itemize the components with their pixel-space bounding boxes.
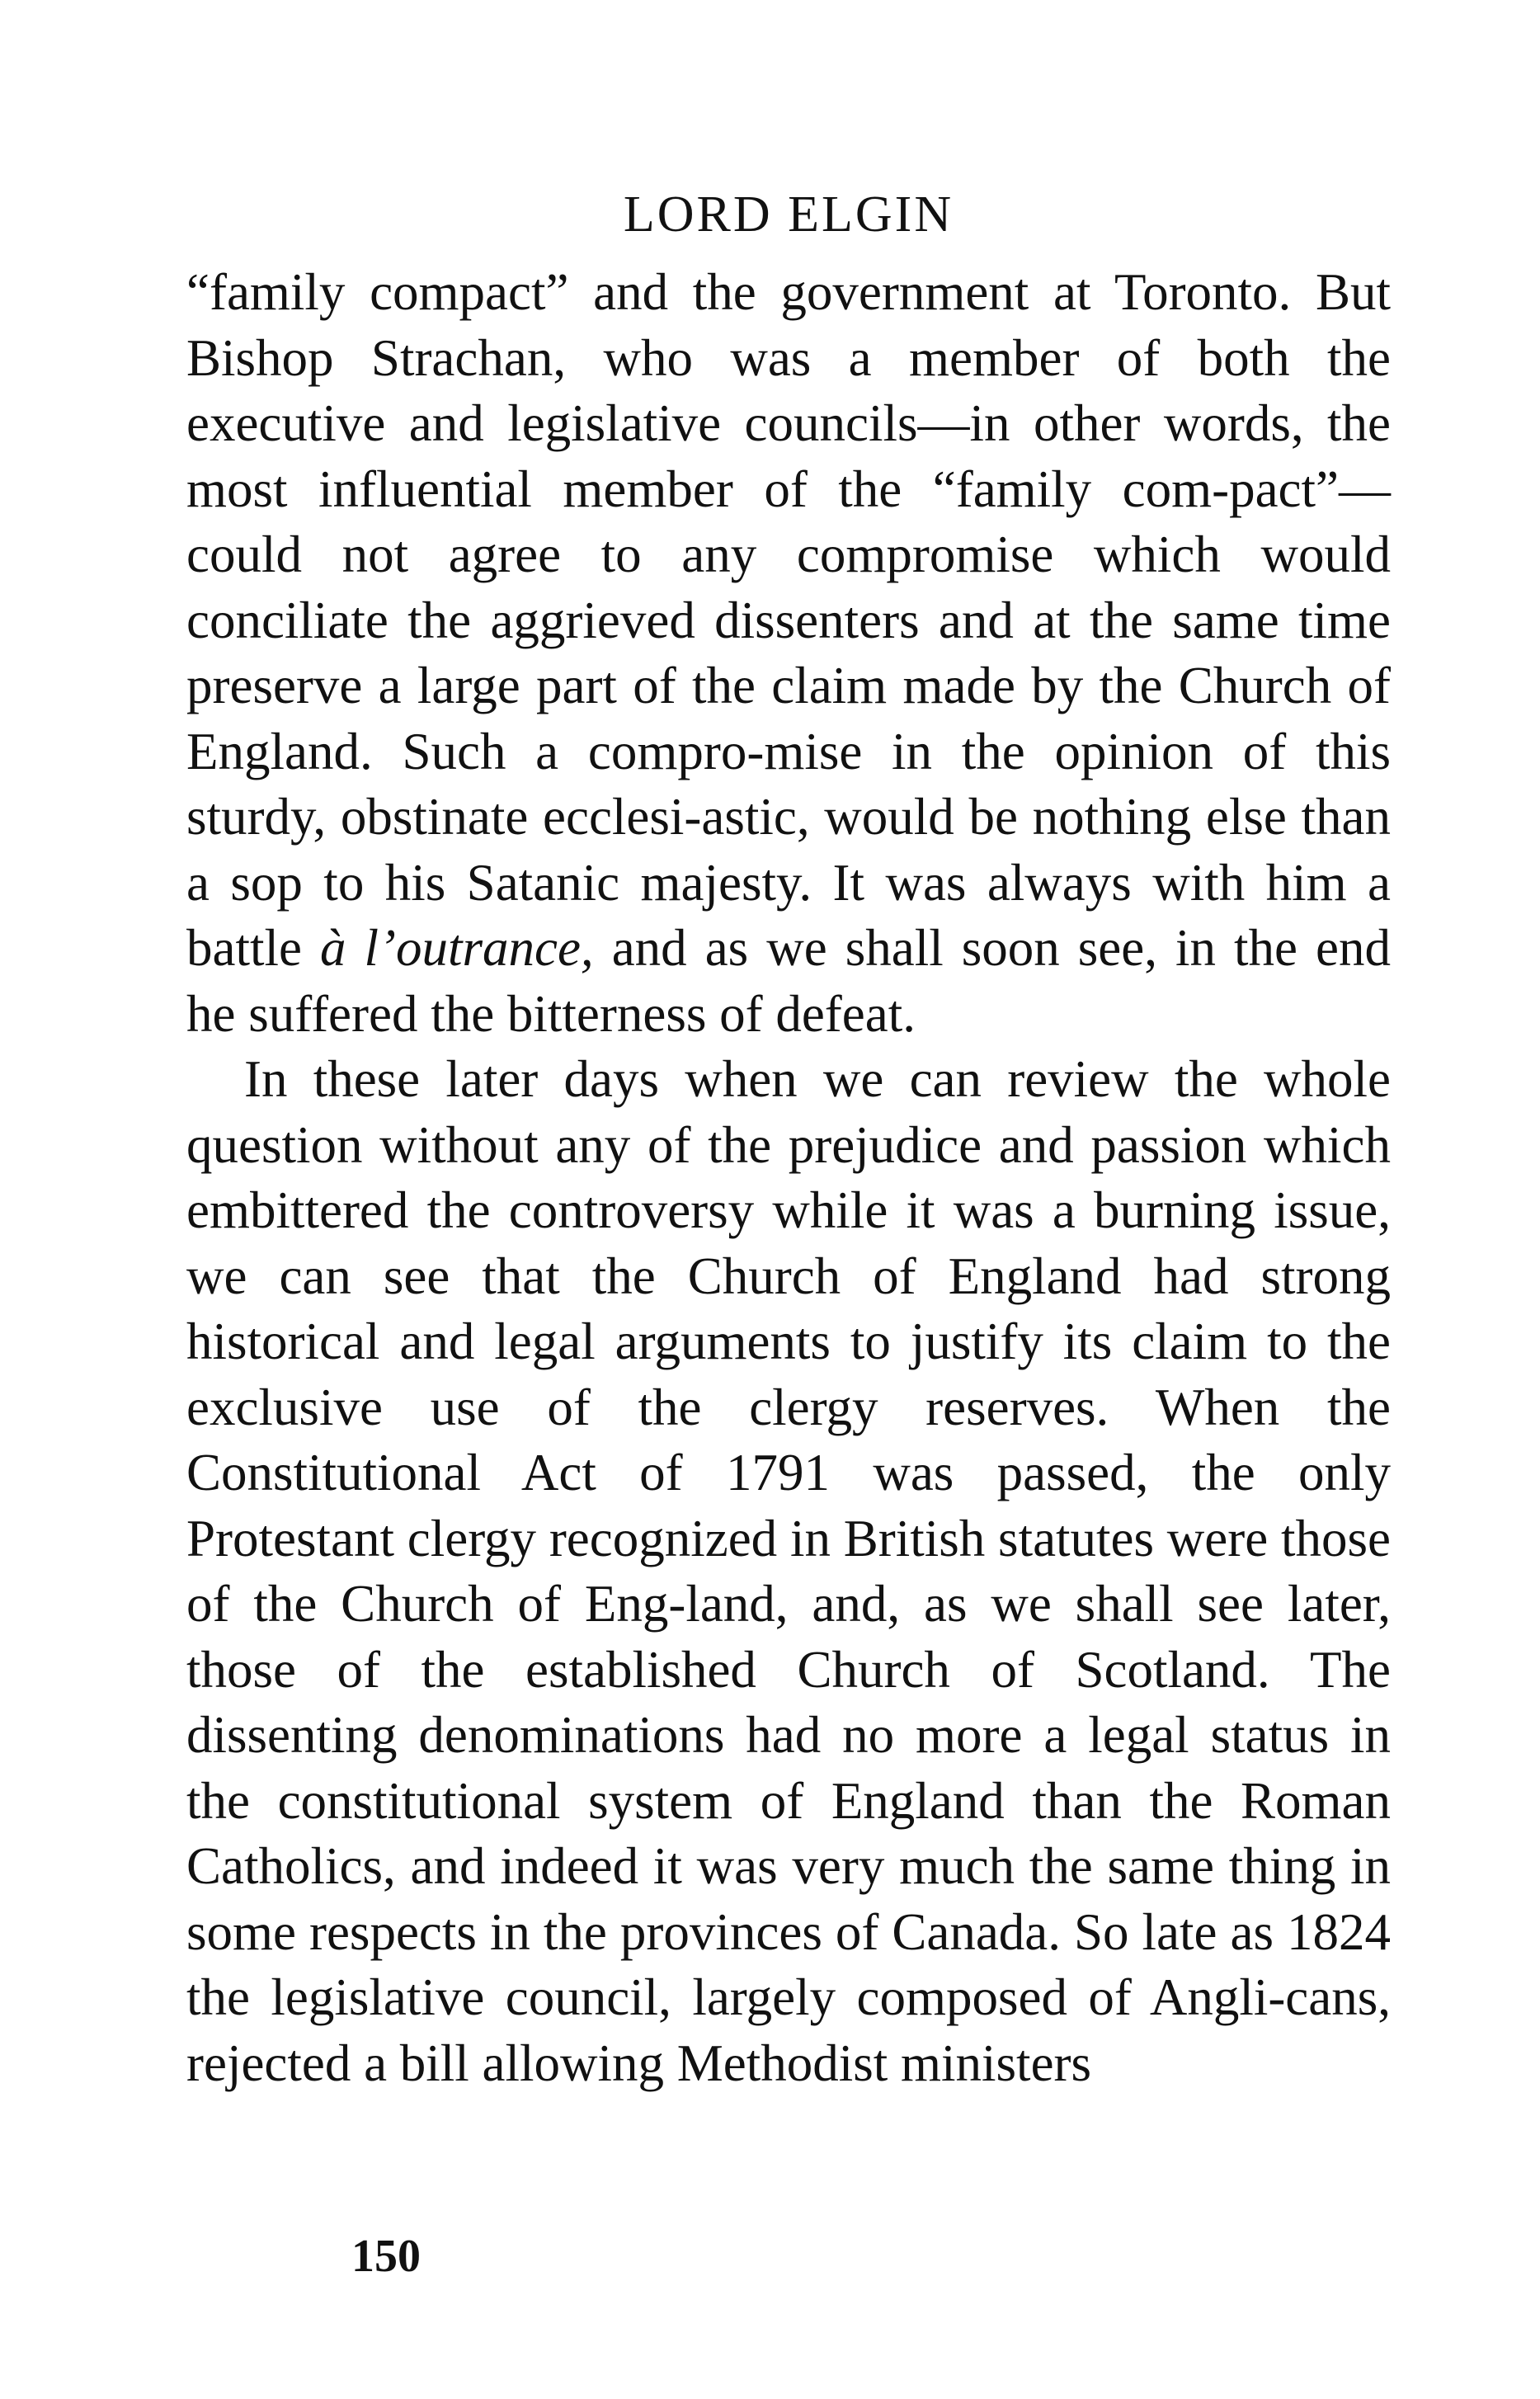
running-head: LORD ELGIN — [623, 186, 954, 243]
book-page — [186, 157, 1391, 2368]
paragraph-1-text-b: and as we shall soon see, in the end he suffered the bitterness of defeat. — [186, 919, 1391, 1043]
body-text — [186, 260, 1391, 2096]
paragraph-1-text-a: “family compact” and the government at Toronto. But Bishop Strachan, who was a member of both the executive and legislative councils—in other words, the most influential member of the “family com-pact”—could not agree to any compromise which would conciliate the aggrieved dissenters and at the same time preserve a large part of the claim made by the Church of England. Such a compro-mise in the opinion of this sturdy, obstinate ecclesi-astic, would be nothing else than a sop to his Satanic majesty. It was always with him a battle — [186, 263, 1391, 977]
paragraph-1-italic-phrase: à l’outrance, — [319, 919, 594, 977]
paragraph-1 — [186, 260, 1391, 1047]
paragraph-2: In these later days when we can review the whole question without any of the prejudice and passion which embittered the controversy while it was a burning issue, we can see that the Church of England had strong historical and legal arguments to justify its claim to the exclusive use of the clergy reserves. When the Constitutional Act of 1791 was passed, the only Protestant clergy recognized in British statutes were those of the Church of Eng-land, and, as we shall see later, those of the established Church of Scotland. The dissenting denominations had no more a legal status in the constitutional system of England than the Roman Catholics, and indeed it was very much the same thing in some respects in the provinces of Canada. So late as 1824 the legislative council, largely composed of Angli-cans, rejected a bill allowing Methodist ministers — [186, 1050, 1391, 2092]
page-number: 150 — [351, 2231, 421, 2282]
